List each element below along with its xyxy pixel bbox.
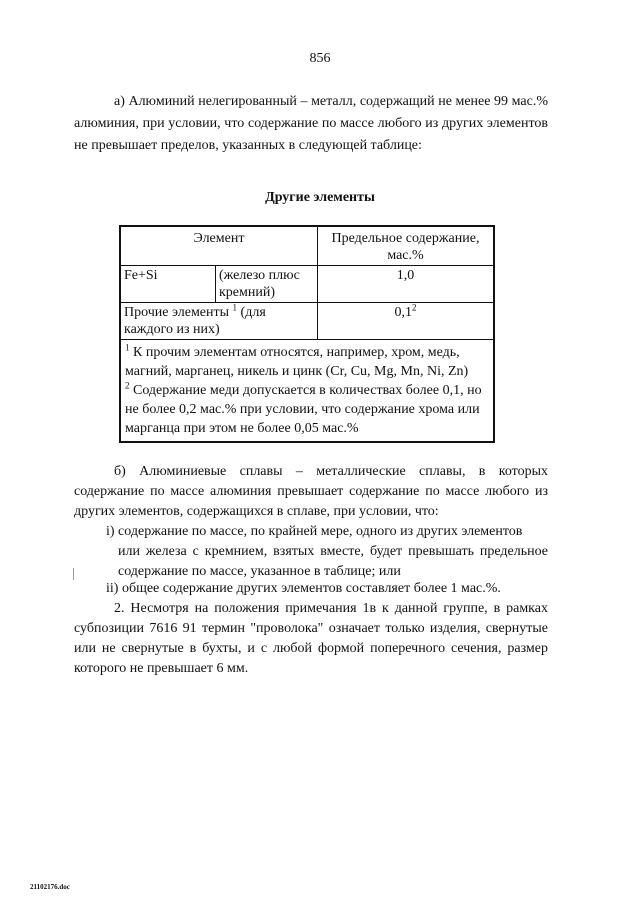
list-item-i — [74, 522, 548, 582]
other-elements-tail: (для каждого из них) — [124, 305, 266, 337]
table-row — [120, 303, 494, 340]
margin-mark — [73, 568, 74, 580]
footnote-ref-2: 2 — [412, 302, 417, 313]
footnote-2-mark: 2 — [125, 380, 130, 391]
table-notes — [120, 340, 494, 443]
paragraph-2: 2. Несмотря на положения примечания 1в к данной группе, в рамках субпозиции 7616 91 термин "проволока" означает только изделия, свернутые или не свернутые в бухты, и с любой формой поперечного сечения, размер которого не превышает 6 мм. — [74, 601, 548, 676]
table-header-row — [120, 226, 494, 266]
footnote-1 — [125, 343, 489, 381]
item-i-first-line: i) содержание по массе, по крайней мере, одного из других элементов — [106, 524, 523, 539]
cell-other-elements — [120, 303, 318, 340]
cell-symbol: Fe+Si — [120, 266, 216, 303]
table-notes-row — [120, 340, 494, 443]
table-row — [120, 266, 494, 303]
paragraph-a: а) Алюминий нелегированный – металл, содержащий не менее 99 мас.% алюминия, при условии, что содержание по массе любого из других элементов не превышает пределов, указанных в следующей таблице: — [74, 94, 548, 153]
header-limit: Предельное содержание, мас.% — [318, 226, 495, 266]
other-elements-label: Прочие элементы — [124, 305, 230, 320]
cell-name: (железо плюс кремний) — [216, 266, 318, 303]
footnote-2 — [125, 381, 489, 438]
footnote-ref-1: 1 — [232, 302, 238, 313]
footnote-1-text: К прочим элементам относятся, например, хром, медь, магний, марганец, никель и цинк (Cr, Cu, Mg, Mn, Ni, Zn) — [125, 345, 469, 379]
list-item-ii: ii) общее содержание других элементов составляет более 1 мас.%. — [106, 581, 501, 596]
cell-value — [318, 303, 495, 340]
paragraph-b: б) Алюминиевые сплавы – металлические сплавы, в которых содержание по массе алюминия превышает содержание по массе любого из других элементов, содержащихся в сплаве, при условии, что: — [74, 464, 548, 519]
cell-value: 1,0 — [318, 266, 495, 303]
header-element: Элемент — [120, 226, 318, 266]
item-i-continuation: или железа с кремнием, взятых вместе, будет превышать предельное содержание по массе, указанное в таблице; или — [118, 544, 548, 579]
table-title: Другие элементы — [265, 190, 375, 205]
elements-table — [119, 225, 495, 443]
footnote-1-mark: 1 — [125, 342, 130, 353]
footer-doc-code: 21102176.doc — [30, 883, 70, 891]
footnote-2-text: Содержание меди допускается в количествах более 0,1, но не более 0,2 мас.% при условии, что содержание хрома или марганца при этом не более 0,05 мас.% — [125, 383, 482, 436]
other-value: 0,1 — [394, 305, 412, 320]
page-number: 856 — [309, 51, 331, 66]
